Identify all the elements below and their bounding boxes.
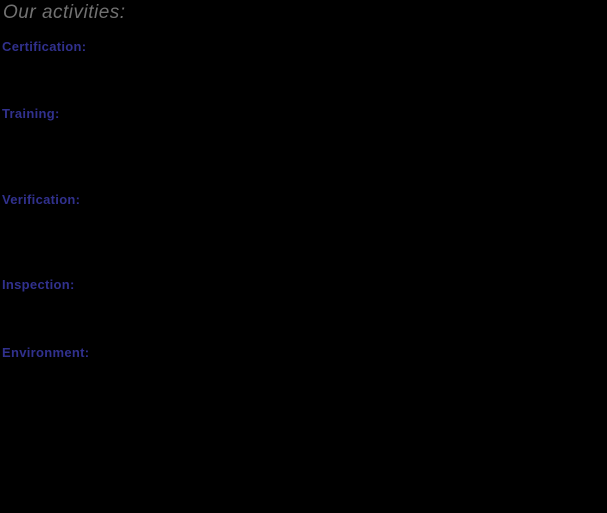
section-heading-certification: Certification:: [2, 39, 87, 54]
page-title: Our activities:: [3, 2, 126, 23]
section-heading-training: Training:: [2, 106, 60, 121]
section-heading-inspection: Inspection:: [2, 277, 75, 292]
section-heading-environment: Environment:: [2, 345, 90, 360]
section-heading-verification: Verification:: [2, 192, 81, 207]
